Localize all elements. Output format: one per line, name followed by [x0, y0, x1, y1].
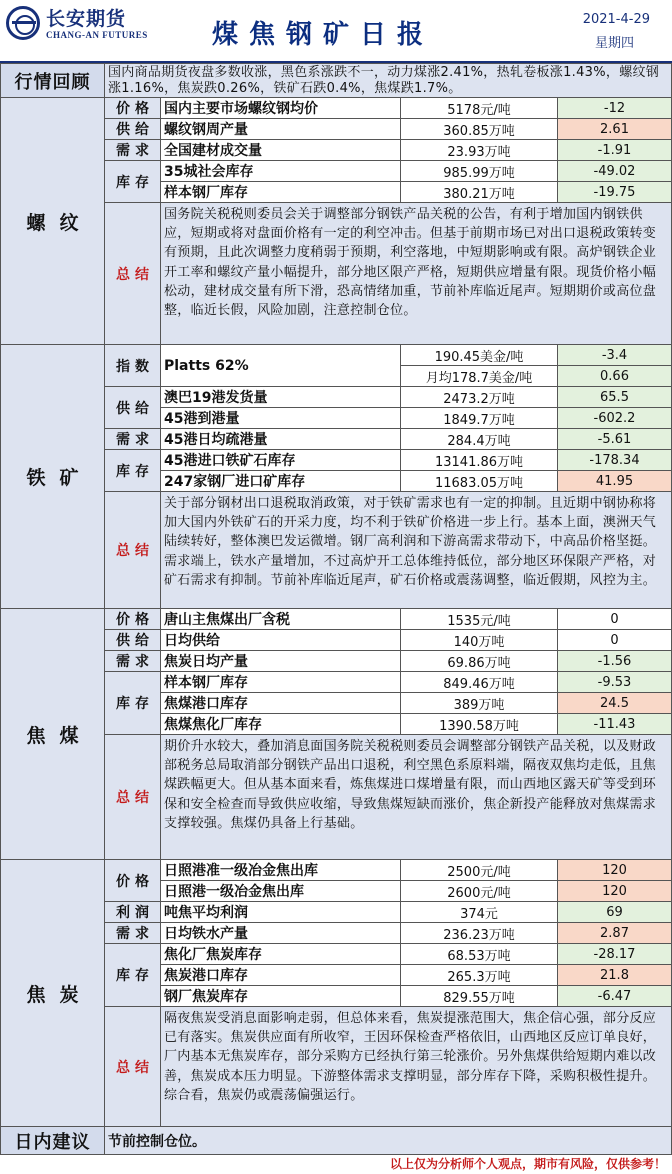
- rebar-row-value: 380.21万吨: [401, 182, 558, 203]
- coke-row-value: 374元: [401, 902, 558, 923]
- rebar-row-value: 985.99万吨: [401, 161, 558, 182]
- coking-coal-cat-inventory: 库存: [105, 672, 161, 735]
- market-review-label: 行情回顾: [1, 64, 105, 98]
- rebar-row-name: 样本钢厂库存: [161, 182, 401, 203]
- ore-index-value: 月均178.7美金/吨: [401, 366, 558, 387]
- coke-row-change: 120: [558, 881, 672, 902]
- company-logo-icon: [6, 6, 40, 40]
- market-review-text: 国内商品期货夜盘多数收涨，黑色系涨跌不一，动力煤涨2.41%，热轧卷板涨1.43%，螺纹钢涨1.16%，焦炭跌0.26%，铁矿石跌0.4%，焦煤跌1.7%。: [105, 64, 672, 98]
- coke-row-name: 焦炭港口库存: [161, 965, 401, 986]
- coke-row-value: 265.3万吨: [401, 965, 558, 986]
- coke-row-change: 69: [558, 902, 672, 923]
- ore-index-value: 190.45美金/吨: [401, 345, 558, 366]
- intraday-row: [0, 1127, 672, 1155]
- rebar-cat-summary: 总结: [105, 203, 161, 345]
- coking-coal-cat-summary: 总结: [105, 735, 161, 860]
- ore-row-name: 澳巴19港发货量: [161, 387, 401, 408]
- rebar-row-value: 23.93万吨: [401, 140, 558, 161]
- ore-cat-demand: 需求: [105, 429, 161, 450]
- coke-cat-demand: 需求: [105, 923, 161, 944]
- coking-coal-row-change: 0: [558, 609, 672, 630]
- coke-row-name: 钢厂焦炭库存: [161, 986, 401, 1007]
- rebar-row-change: 2.61: [558, 119, 672, 140]
- coke-row-change: -6.47: [558, 986, 672, 1007]
- coke-summary: 隔夜焦炭受消息面影响走弱，但总体来看，焦炭提涨范围大，焦企信心强，部分反应已有落实。焦炭供应面有所收窄，王因环保检查严格依旧，山西地区反应订单良好，厂内基本无焦炭库存，部分采购方已经执行第三轮涨价。另外焦煤供给短期内难以改善，焦炭成本压力明显。下游整体需求支撑明显，部分库存下降，采购积极性提升。综合看，焦炭仍或震荡偏强运行。: [161, 1007, 672, 1127]
- ore-summary: 关于部分钢材出口退税取消政策，对于铁矿需求也有一定的抑制。且近期中钢协称将加大国内外铁矿石的开采力度，均不利于铁矿价格进一步上行。基本上面，澳洲天气陆续转好，整体澳巴发运微增。钢厂高利润和下游高需求带动下，中高品价格坚挺。需求端上，铁水产量增加，不过高炉开工总体维持低位，部分地区环保限产严格，对矿石需求有抑制。节前补库临近尾声，矿石价格或震荡调整，临近假期，风控为主。: [161, 492, 672, 609]
- rebar-cat-supply: 供给: [105, 119, 161, 140]
- coking-coal-row-change: -11.43: [558, 714, 672, 735]
- coke-row-value: 829.55万吨: [401, 986, 558, 1007]
- coking-coal-row-value: 69.86万吨: [401, 651, 558, 672]
- coke-row-value: 2500元/吨: [401, 860, 558, 881]
- ore-row-value: 1849.7万吨: [401, 408, 558, 429]
- rebar-row-name: 国内主要市场螺纹钢均价: [161, 98, 401, 119]
- coking-coal-row-name: 唐山主焦煤出厂含税: [161, 609, 401, 630]
- coking-coal-row-name: 样本钢厂库存: [161, 672, 401, 693]
- ore-section: [0, 345, 672, 609]
- rebar-row-change: -1.91: [558, 140, 672, 161]
- ore-row-change: -5.61: [558, 429, 672, 450]
- coke-row-change: 21.8: [558, 965, 672, 986]
- coke-cat-price: 价格: [105, 860, 161, 902]
- rebar-row-name: 35城社会库存: [161, 161, 401, 182]
- coking-coal-cat-price: 价格: [105, 609, 161, 630]
- coking-coal-section: [0, 609, 672, 860]
- ore-index-change: 0.66: [558, 366, 672, 387]
- coke-row-change: 2.87: [558, 923, 672, 944]
- ore-row-value: 2473.2万吨: [401, 387, 558, 408]
- ore-row-name: 45港到港量: [161, 408, 401, 429]
- brand-name-cn: 长安期货: [46, 8, 127, 30]
- coking-coal-section-label: 焦煤: [1, 609, 105, 860]
- rebar-summary: 国务院关税税则委员会关于调整部分钢铁产品关税的公告，有利于增加国内钢铁供应，短期或将对盘面价格有一定的利空冲击。但基于前期市场已对出口退税政策转变有预期，且此次调整力度稍弱于预期，利空落地，中短期影响或有限。高炉钢铁企业开工率和螺纹产量小幅提升，部分地区限产严格，短期供应增量有限。现货价格小幅松动，建材成交量有所下滑，恐高情绪加重，节前补库临近尾声。短期期价或高位盘整，临近长假，风险加剧，注意控制仓位。: [161, 203, 672, 345]
- ore-cat-summary: 总结: [105, 492, 161, 609]
- rebar-cat-price: 价格: [105, 98, 161, 119]
- market-review-row: [0, 63, 672, 98]
- ore-section-label: 铁矿: [1, 345, 105, 609]
- rebar-row-name: 全国建材成交量: [161, 140, 401, 161]
- ore-row-value: 284.4万吨: [401, 429, 558, 450]
- ore-row-value: 11683.05万吨: [401, 471, 558, 492]
- report-header: [0, 0, 672, 62]
- rebar-row-value: 360.85万吨: [401, 119, 558, 140]
- coking-coal-row-change: 0: [558, 630, 672, 651]
- report-weekday: 星期四: [594, 36, 634, 51]
- coke-section: [0, 860, 672, 1127]
- coking-coal-row-value: 1390.58万吨: [401, 714, 558, 735]
- coking-coal-row-value: 1535元/吨: [401, 609, 558, 630]
- rebar-section-label: 螺纹: [1, 98, 105, 345]
- rebar-row-value: 5178元/吨: [401, 98, 558, 119]
- coking-coal-row-value: 140万吨: [401, 630, 558, 651]
- coking-coal-row-value: 389万吨: [401, 693, 558, 714]
- coke-section-label: 焦炭: [1, 860, 105, 1127]
- coke-cat-inventory: 库存: [105, 944, 161, 1007]
- ore-row-change: 41.95: [558, 471, 672, 492]
- rebar-row-change: -19.75: [558, 182, 672, 203]
- coke-row-value: 2600元/吨: [401, 881, 558, 902]
- coke-row-name: 日照港一级冶金焦出库: [161, 881, 401, 902]
- coke-cat-summary: 总结: [105, 1007, 161, 1127]
- ore-cat-index: 指数: [105, 345, 161, 387]
- ore-cat-inventory: 库存: [105, 450, 161, 492]
- intraday-label: 日内建议: [1, 1127, 105, 1155]
- rebar-cat-inventory: 库存: [105, 161, 161, 203]
- coking-coal-row-change: -9.53: [558, 672, 672, 693]
- coking-coal-cat-demand: 需求: [105, 651, 161, 672]
- ore-index-name: Platts 62%: [161, 345, 401, 387]
- coking-coal-row-name: 焦煤港口库存: [161, 693, 401, 714]
- coke-row-change: 120: [558, 860, 672, 881]
- disclaimer-text: 以上仅为分析师个人观点，期市有风险，仅供参考！: [389, 1157, 666, 1171]
- ore-row-name: 45港日均疏港量: [161, 429, 401, 450]
- coke-row-name: 焦化厂焦炭库存: [161, 944, 401, 965]
- intraday-text: 节前控制仓位。: [105, 1127, 672, 1155]
- ore-row-value: 13141.86万吨: [401, 450, 558, 471]
- brand-name-en: CHANG-AN FUTURES: [46, 30, 148, 40]
- coke-row-change: -28.17: [558, 944, 672, 965]
- coke-row-value: 236.23万吨: [401, 923, 558, 944]
- coking-coal-row-name: 日均供给: [161, 630, 401, 651]
- ore-index-change: -3.4: [558, 345, 672, 366]
- rebar-row-change: -12: [558, 98, 672, 119]
- coke-cat-profit: 利润: [105, 902, 161, 923]
- coking-coal-row-change: 24.5: [558, 693, 672, 714]
- rebar-cat-demand: 需求: [105, 140, 161, 161]
- coking-coal-summary: 期价升水较大，叠加消息面国务院关税税则委员会调整部分钢铁产品关税，以及财政部税务总局取消部分钢铁产品出口退税，利空黑色系原料端，隔夜双焦均走低，且焦煤跌幅更大。但从基本面来看，炼焦煤进口煤增量有限，而山西地区露天矿等受到环保和安全检查而导致供应收缩，导致焦煤短缺而涨价，焦企新投产能释放对焦煤需求支撑较强。焦煤仍具备上行基础。: [161, 735, 672, 860]
- rebar-section: [0, 98, 672, 345]
- coking-coal-row-name: 焦煤焦化厂库存: [161, 714, 401, 735]
- coking-coal-row-name: 焦炭日均产量: [161, 651, 401, 672]
- coke-row-value: 68.53万吨: [401, 944, 558, 965]
- ore-row-change: 65.5: [558, 387, 672, 408]
- coke-row-name: 吨焦平均利润: [161, 902, 401, 923]
- coke-row-name: 日均铁水产量: [161, 923, 401, 944]
- report-date: 2021-4-29: [582, 12, 650, 27]
- ore-row-name: 247家钢厂进口矿库存: [161, 471, 401, 492]
- ore-row-name: 45港进口铁矿石库存: [161, 450, 401, 471]
- report-title: 煤焦钢矿日报: [212, 20, 435, 50]
- ore-row-change: -602.2: [558, 408, 672, 429]
- coking-coal-cat-supply: 供给: [105, 630, 161, 651]
- ore-row-change: -178.34: [558, 450, 672, 471]
- coking-coal-row-value: 849.46万吨: [401, 672, 558, 693]
- coking-coal-row-change: -1.56: [558, 651, 672, 672]
- rebar-row-change: -49.02: [558, 161, 672, 182]
- rebar-row-name: 螺纹钢周产量: [161, 119, 401, 140]
- ore-cat-supply: 供给: [105, 387, 161, 429]
- coke-row-name: 日照港准一级冶金焦出库: [161, 860, 401, 881]
